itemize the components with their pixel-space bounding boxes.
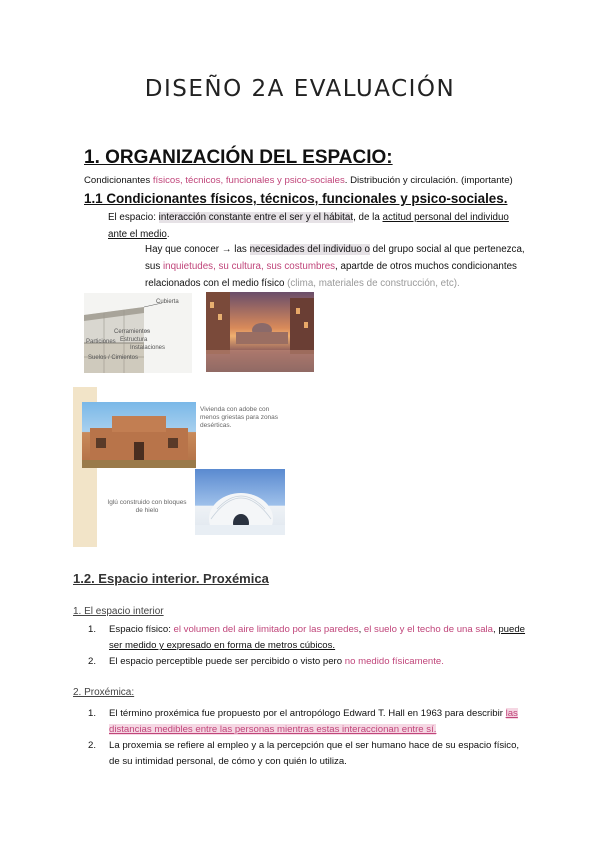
subtitle-c: . Distribución y circulación. (importante) bbox=[344, 175, 513, 186]
venice-photo bbox=[206, 292, 314, 372]
p2-b: necesidades del individuo o bbox=[249, 244, 370, 255]
p1-a: El espacio: bbox=[108, 212, 159, 223]
paragraph-espacio bbox=[108, 210, 518, 243]
building-section-image bbox=[84, 293, 192, 373]
p1-c: , de la bbox=[353, 212, 383, 223]
section-label-2: Estructura bbox=[120, 337, 148, 343]
venice-drawing bbox=[206, 292, 314, 372]
s2-i1-b: las distancias medibles entre las personas mientras estas interaccionan entre sí. bbox=[109, 708, 518, 735]
p2-f: (clima, materiales de construcción, etc). bbox=[287, 278, 460, 289]
section-label-4: Instalaciones bbox=[130, 345, 166, 351]
s1-i2-b: no medido físicamente. bbox=[344, 656, 444, 667]
p2-d: inquietudes, su cultura, sus costumbres bbox=[162, 261, 336, 272]
p2-e: , apartde de otros muchos condicionantes relacionados con el medio físico bbox=[145, 261, 517, 289]
s2-i1-num: 1. bbox=[88, 708, 97, 719]
heading-organizacion: 1. ORGANIZACIÓN DEL ESPACIO: bbox=[84, 147, 393, 168]
section1-item-1 bbox=[88, 622, 528, 654]
p2-a: Hay que conocer → las bbox=[145, 244, 250, 255]
p1-e: . bbox=[166, 228, 170, 240]
section-label-3: Particiones bbox=[86, 339, 116, 345]
s1-i2-a: El espacio perceptible puede ser percibido o visto pero bbox=[109, 656, 345, 667]
s1-i1-e: , bbox=[493, 624, 499, 635]
s1-i2-num: 2. bbox=[88, 656, 97, 667]
section1-title: 1. El espacio interior bbox=[73, 606, 164, 617]
section-label-0: Cubierta bbox=[156, 299, 179, 305]
p2-c: del grupo social al que pertenezca, sus bbox=[145, 244, 525, 272]
subtitle-b: físicos, técnicos, funcionales y psico-sociales bbox=[152, 175, 345, 186]
p1-b: interacción constante entre el ser y el hábitat bbox=[158, 212, 354, 223]
section1-item-2 bbox=[88, 654, 528, 670]
s1-i1-num: 1. bbox=[88, 624, 97, 635]
s2-i2-a: La proxemia se refiere al empleo y a la percepción que el ser humano hace de su espacio físico, de su intimidad personal, de cómo y con quién lo utiliza. bbox=[109, 740, 520, 767]
p1-d: actitud personal del individuo ante el medio bbox=[108, 212, 509, 240]
adobe-house-photo bbox=[82, 402, 196, 468]
s2-i1-a: El término proxémica fue propuesto por el antropólogo Edward T. Hall en 1963 para describir bbox=[109, 708, 506, 719]
s1-i1-c: , bbox=[358, 624, 364, 635]
adobe-house-drawing bbox=[82, 402, 196, 468]
section-label-5: Suelos / Cimientos bbox=[88, 355, 139, 361]
section2-title: 2. Proxémica: bbox=[73, 687, 135, 698]
section-label-1: Cerramientos bbox=[114, 329, 151, 335]
adobe-caption: Vivienda con adobe con menos griestas para zonas desérticas. bbox=[200, 406, 279, 429]
s2-i2-num: 2. bbox=[88, 740, 97, 751]
page-title: DISEÑO 2A EVALUACIÓN bbox=[144, 76, 456, 102]
paragraph-necesidades bbox=[145, 241, 525, 292]
section2-item-1 bbox=[88, 706, 528, 738]
section2-item-2 bbox=[88, 738, 528, 770]
s1-i1-f: puede ser medido y expresado en forma de metros cúbicos. bbox=[109, 624, 526, 651]
s1-i1-d: el suelo y el techo de una sala bbox=[363, 624, 493, 635]
s1-i1-b: el volumen del aire limitado por las paredes bbox=[173, 624, 359, 635]
s1-i1-a: Espacio físico: bbox=[109, 624, 174, 635]
subtitle-a: Condicionantes bbox=[84, 175, 153, 186]
subtitle-line bbox=[84, 175, 513, 186]
igloo-photo bbox=[195, 469, 285, 535]
heading-espacio-interior: 1.2. Espacio interior. Proxémica bbox=[73, 571, 269, 586]
igloo-caption: Iglú construido con bloques de hielo bbox=[107, 499, 187, 514]
heading-condicionantes: 1.1 Condicionantes físicos, técnicos, funcionales y psico-sociales. bbox=[84, 191, 508, 206]
igloo-drawing bbox=[195, 469, 285, 535]
